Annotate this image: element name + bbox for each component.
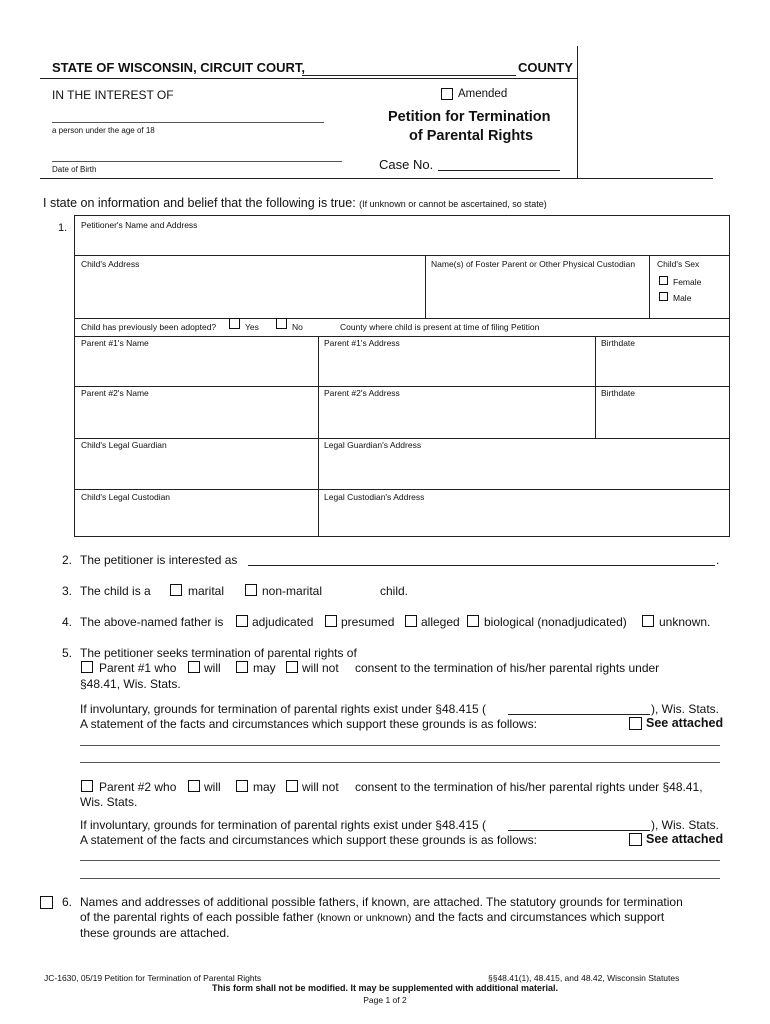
footer-notice: This form shall not be modified. It may be supplemented with additional material.	[211, 983, 559, 993]
p2-will-not-label: will not	[302, 780, 339, 794]
marital-checkbox[interactable]	[170, 584, 182, 596]
child-name-field[interactable]	[52, 122, 324, 123]
p1-see-attached-checkbox[interactable]	[629, 717, 642, 730]
item-5-text: The petitioner seeks termination of parental rights of	[80, 646, 357, 660]
p1-involuntary-text: If involuntary, grounds for termination of parental rights exist under §48.415 (	[80, 702, 487, 716]
unknown-checkbox[interactable]	[642, 615, 654, 627]
intro-text: I state on information and belief that the following is true:	[43, 196, 356, 210]
item-6-line2-c: and the facts and circumstances which support	[414, 910, 665, 924]
court-label: STATE OF WISCONSIN, CIRCUIT COURT,	[52, 60, 306, 75]
item-6-line2-b: (known or unknown)	[316, 912, 412, 924]
p1-will-checkbox[interactable]	[188, 661, 200, 673]
childs-sex-label: Child's Sex	[657, 259, 700, 269]
foster-label: Name(s) of Foster Parent or Other Physical Custodian	[431, 259, 636, 269]
custodian-address-label: Legal Custodian's Address	[324, 492, 425, 502]
form-title-line2: of Parental Rights	[409, 128, 534, 144]
female-checkbox[interactable]	[659, 276, 668, 285]
p1-consent-text: consent to the termination of his/her parental rights under	[355, 661, 660, 675]
item-6-number: 6.	[62, 895, 73, 909]
item-6-line2-a: of the parental rights of each possible father	[80, 910, 314, 924]
dob-field[interactable]	[52, 161, 342, 162]
p2-consent-text: consent to the termination of his/her parental rights under §48.41,	[355, 780, 703, 794]
statutes: §§48.41(1), 48.415, and 48.42, Wisconsin Statutes	[488, 973, 680, 983]
item-3-text: The child is a	[80, 584, 151, 598]
form-title-line1: Petition for Termination	[388, 109, 551, 125]
guardian-label: Child's Legal Guardian	[81, 440, 167, 450]
adopted-label: Child has previously been adopted?	[81, 322, 217, 332]
p2-facts-line[interactable]	[80, 860, 720, 861]
alleged-checkbox[interactable]	[405, 615, 417, 627]
alleged-label: alleged	[421, 615, 460, 629]
guardian-address-label: Legal Guardian's Address	[324, 440, 422, 450]
parent2-name-label: Parent #2's Name	[81, 388, 149, 398]
p2-will-not-checkbox[interactable]	[286, 780, 298, 792]
county-field[interactable]	[302, 75, 516, 76]
row-line	[75, 489, 729, 490]
col-line	[649, 255, 650, 318]
p2-see-attached-checkbox[interactable]	[629, 833, 642, 846]
row-line	[75, 386, 729, 387]
p2-facts-line[interactable]	[80, 878, 720, 879]
no-label: No	[292, 322, 303, 332]
row-line	[75, 318, 729, 319]
parent1-address-label: Parent #1's Address	[324, 338, 400, 348]
amended-checkbox[interactable]	[441, 88, 453, 100]
p1-grounds-field[interactable]	[508, 714, 650, 715]
presumed-checkbox[interactable]	[325, 615, 337, 627]
p2-wis-stats: ), Wis. Stats.	[651, 818, 720, 832]
parent2-who-label: Parent #2 who	[99, 780, 177, 794]
childs-address-label: Child's Address	[81, 259, 140, 269]
custodian-label: Child's Legal Custodian	[81, 492, 171, 502]
parent1-name-label: Parent #1's Name	[81, 338, 149, 348]
nonmarital-label: non-marital	[262, 584, 323, 598]
p1-facts-line[interactable]	[80, 745, 720, 746]
item-6-line2	[80, 910, 664, 924]
p1-may-label: may	[253, 661, 276, 675]
p2-involuntary-text: If involuntary, grounds for termination of parental rights exist under §48.415 (	[80, 818, 487, 832]
intro-note: (If unknown or cannot be ascertained, so state)	[359, 199, 547, 209]
col-line	[425, 255, 426, 318]
item-4-text: The above-named father is	[80, 615, 224, 629]
male-checkbox[interactable]	[659, 292, 668, 301]
female-label: Female	[673, 277, 702, 287]
dob-label: Date of Birth	[52, 165, 97, 174]
item-6-line3: these grounds are attached.	[80, 926, 230, 940]
item-6-line1: Names and addresses of additional possible fathers, if known, are attached. The statutory grounds for termination	[80, 895, 683, 909]
item-2-number: 2.	[62, 553, 73, 567]
p2-see-attached-label: See attached	[646, 832, 724, 846]
p2-stat-text: Wis. Stats.	[80, 795, 138, 809]
p2-may-checkbox[interactable]	[236, 780, 248, 792]
male-label: Male	[673, 293, 692, 303]
in-interest-label: IN THE INTEREST OF	[52, 88, 174, 102]
intro-statement	[43, 196, 547, 210]
person-under-label: a person under the age of 18	[52, 126, 155, 135]
page-number: Page 1 of 2	[363, 995, 407, 1005]
item-2-text: The petitioner is interested as	[80, 553, 238, 567]
p1-will-not-label: will not	[302, 661, 339, 675]
nonmarital-checkbox[interactable]	[245, 584, 257, 596]
item-1-number: 1.	[58, 222, 68, 234]
marital-label: marital	[188, 584, 225, 598]
form-id: JC-1630, 05/19 Petition for Termination of Parental Rights	[44, 973, 262, 983]
parties-table	[74, 215, 730, 537]
unknown-label: unknown.	[659, 615, 711, 629]
row-line	[75, 438, 729, 439]
item-5-number: 5.	[62, 646, 73, 660]
item-2-end: .	[716, 553, 720, 567]
county-present-label: County where child is present at time of filing Petition	[340, 322, 540, 332]
header-divider	[577, 46, 578, 178]
p1-stat-text: §48.41, Wis. Stats.	[80, 677, 181, 691]
biological-checkbox[interactable]	[467, 615, 479, 627]
amended-label: Amended	[458, 88, 508, 100]
p2-grounds-field[interactable]	[508, 830, 650, 831]
p1-will-label: will	[204, 661, 221, 675]
presumed-label: presumed	[341, 615, 395, 629]
biological-label: biological (nonadjudicated)	[484, 615, 627, 629]
header-rule	[40, 78, 578, 79]
p2-will-checkbox[interactable]	[188, 780, 200, 792]
case-no-label: Case No.	[379, 157, 434, 172]
parent1-checkbox[interactable]	[81, 661, 93, 673]
item-4-number: 4.	[62, 615, 73, 629]
p1-facts-line[interactable]	[80, 762, 720, 763]
birthdate1-label: Birthdate	[601, 338, 636, 348]
adjudicated-label: adjudicated	[252, 615, 314, 629]
row-line	[75, 336, 729, 337]
adopted-yes-checkbox[interactable]	[229, 318, 240, 329]
petitioner-label: Petitioner's Name and Address	[81, 220, 198, 230]
birthdate2-label: Birthdate	[601, 388, 636, 398]
p1-statement-text: A statement of the facts and circumstances which support these grounds is as follows:	[80, 717, 537, 731]
interest-field[interactable]	[248, 565, 715, 566]
col-line	[318, 336, 319, 536]
parent2-address-label: Parent #2's Address	[324, 388, 400, 398]
item-6-checkbox[interactable]	[40, 896, 53, 909]
p1-see-attached-label: See attached	[646, 716, 724, 730]
item-3-number: 3.	[62, 584, 73, 598]
p1-may-checkbox[interactable]	[236, 661, 248, 673]
parent1-who-label: Parent #1 who	[99, 661, 177, 675]
col-line	[595, 336, 596, 438]
p1-will-not-checkbox[interactable]	[286, 661, 298, 673]
p2-statement-text: A statement of the facts and circumstances which support these grounds is as follows:	[80, 833, 537, 847]
child-word: child.	[380, 584, 409, 598]
row-line	[75, 255, 729, 256]
adjudicated-checkbox[interactable]	[236, 615, 248, 627]
p1-wis-stats: ), Wis. Stats.	[651, 702, 720, 716]
p2-will-label: will	[204, 780, 221, 794]
header-bottom-rule	[40, 178, 713, 179]
yes-label: Yes	[245, 322, 259, 332]
county-label: COUNTY	[518, 60, 573, 75]
case-no-field[interactable]	[438, 170, 560, 171]
parent2-checkbox[interactable]	[81, 780, 93, 792]
adopted-no-checkbox[interactable]	[276, 318, 287, 329]
p2-may-label: may	[253, 780, 276, 794]
